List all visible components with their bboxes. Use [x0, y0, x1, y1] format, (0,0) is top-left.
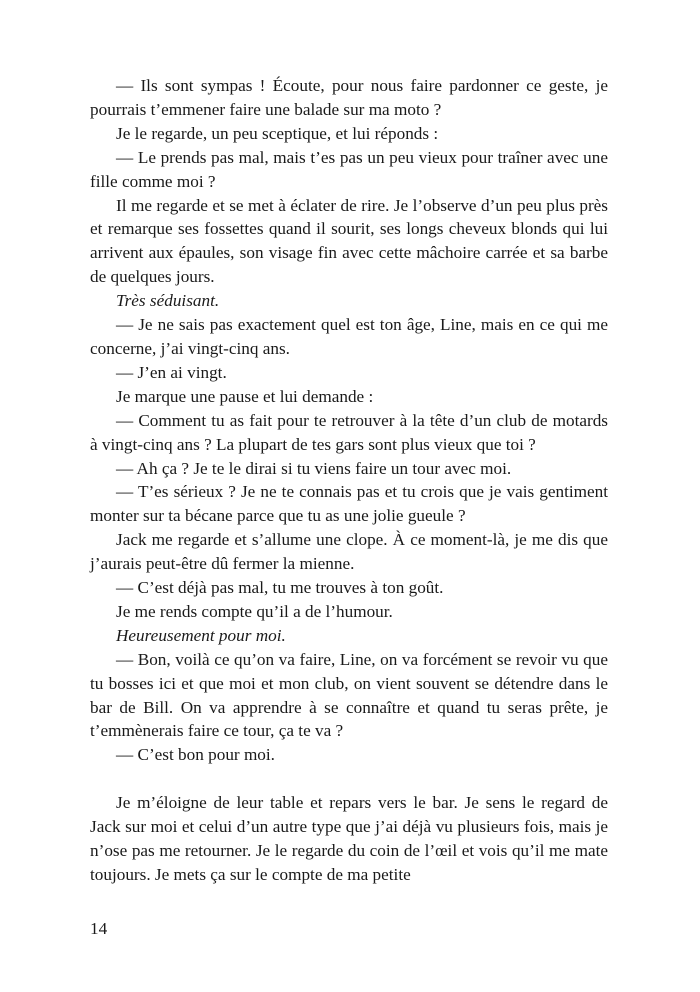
paragraph: — C’est déjà pas mal, tu me trouves à ton goût. [116, 578, 444, 598]
paragraph: Je m’éloigne de leur table et repars vers le bar. Je sens le regard de Jack sur moi et celui d’un autre type que j’ai déjà vu plusieurs fois, mais je n’ose pas me retourner. Je le regarde du coin de l’œil et vois qu’il me mate toujours. Je mets ça sur le compte de ma petite [90, 793, 608, 884]
paragraph: — Ah ça ? Je te le dirai si tu viens faire un tour avec moi. [116, 458, 512, 478]
italic-thought: Très séduisant. [116, 291, 220, 311]
paragraph: — Bon, voilà ce qu’on va faire, Line, on va forcément se revoir vu que tu bosses ici et que moi et mon club, on vient souvent se détendre dans le bar de Bill. On va apprendre à se connaître et quand tu seras prête, je t’emmènerais faire ce tour, ça te va ? [90, 649, 608, 741]
paragraph: — J’en ai vingt. [116, 362, 227, 382]
paragraph: — C’est bon pour moi. [116, 745, 275, 765]
italic-thought: Heureusement pour moi. [116, 625, 286, 645]
paragraph: Je me rends compte qu’il a de l’humour. [116, 601, 393, 621]
paragraph: — Ils sont sympas ! Écoute, pour nous faire pardonner ce geste, je pourrais t’emmener faire une balade sur ma moto ? [90, 76, 608, 119]
paragraph: — Le prends pas mal, mais t’es pas un peu vieux pour traîner avec une fille comme moi ? [90, 147, 608, 191]
paragraph: — Je ne sais pas exactement quel est ton âge, Line, mais en ce qui me concerne, j’ai vingt-cinq ans. [90, 315, 608, 358]
paragraph: Je marque une pause et lui demande : [116, 386, 374, 406]
page-body [90, 74, 608, 887]
page-number: 14 [90, 919, 108, 938]
paragraph: Jack me regarde et s’allume une clope. À ce moment-là, je me dis que j’aurais peut-être dû fermer la mienne. [90, 530, 608, 574]
paragraph: — T’es sérieux ? Je ne te connais pas et tu crois que je vais gentiment monter sur ta bécane parce que tu as une jolie gueule ? [90, 482, 608, 526]
paragraph: Il me regarde et se met à éclater de rire. Je l’observe d’un peu plus près et remarque ses fossettes quand il sourit, ses longs cheveux blonds qui lui arrivent aux épaules, son visage fin avec cette mâchoire carrée et sa barbe de quelques jours. [90, 195, 608, 287]
paragraph: — Comment tu as fait pour te retrouver à la tête d’un club de motards à vingt-cinq ans ? La plupart de tes gars sont plus vieux que toi ? [90, 410, 608, 454]
paragraph: Je le regarde, un peu sceptique, et lui réponds : [116, 123, 439, 143]
